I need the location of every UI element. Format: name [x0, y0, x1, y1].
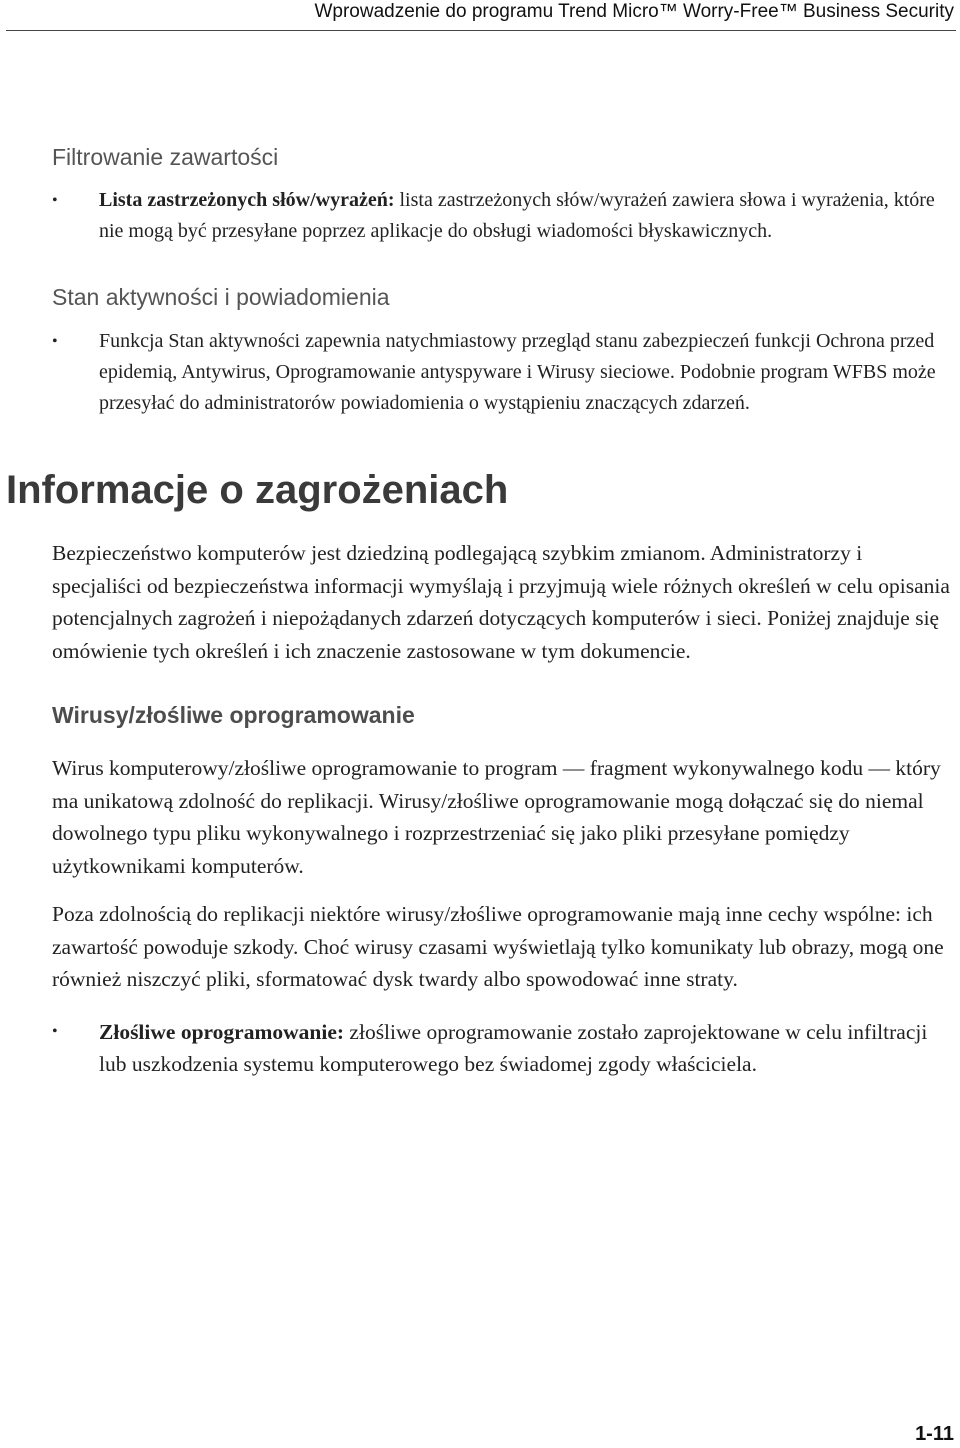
bullet-text: lista zastrzeżonych słów/wyrażeń zawiera słowa i wyrażenia, które nie mogą być przesyłane poprzez aplikacje do obsługi wiadomości błyskawicznych. [99, 189, 935, 242]
bullet-lead: Złośliwe oprogramowanie: [99, 1019, 345, 1044]
header-divider [6, 30, 956, 31]
heading-threat-info: Informacje o zagrożeniach [6, 468, 509, 512]
bullet-icon: • [52, 1022, 58, 1040]
running-header-title: Wprowadzenie do programu Trend Micro™ Worry-Free™ Business Security [314, 1, 954, 22]
heading-malware: Wirusy/złośliwe oprogramowanie [52, 702, 415, 728]
bullet-activity-status [52, 326, 948, 419]
paragraph-malware-1: Wirus komputerowy/złośliwe oprogramowanie to program — fragment wykonywalnego kodu — który ma unikatową zdolność do replikacji. Wirusy/złośliwe oprogramowanie mogą dołączać się do niemal dowolnego typu pliku wykonywalnego i rozprzestrzeniać się jako pliki przesyłane pomiędzy użytkownikami komputerów. [52, 756, 941, 878]
page-number: 1-11 [915, 1423, 954, 1445]
paragraph-malware-2: Poza zdolnością do replikacji niektóre wirusy/złośliwe oprogramowanie mają inne cechy wspólne: ich zawartość powoduje szkody. Choć wirusy czasami wyświetlają tylko komunikaty lub obrazy, mogą one również niszczyć pliki, sformatować dysk twardy albo spowodować inne straty. [52, 902, 944, 991]
bullet-text: złośliwe oprogramowanie zostało zaprojektowane w celu infiltracji lub uszkodzenia systemu komputerowego bez świadomej zgody właściciela. [99, 1019, 928, 1076]
paragraph-threat-info: Bezpieczeństwo komputerów jest dziedziną podlegającą szybkim zmianom. Administratorzy i specjaliści od bezpieczeństwa informacji wymyślają i przyjmują wiele różnych określeń w celu opisania potencjalnych zagrożeń i niepożądanych zdarzeń dotyczących komputerów i sieci. Poniżej znajduje się omówienie tych określeń i ich znaczenie zastosowane w tym dokumencie. [52, 541, 950, 663]
heading-activity-status: Stan aktywności i powiadomienia [52, 284, 390, 310]
bullet-restricted-words [52, 185, 948, 247]
heading-content-filtering: Filtrowanie zawartości [52, 144, 279, 170]
page-content [0, 142, 960, 1080]
bullet-icon: • [52, 192, 58, 209]
bullet-icon: • [52, 333, 58, 350]
bullet-lead: Lista zastrzeżonych słów/wyrażeń: [99, 189, 395, 211]
bullet-malware [52, 1016, 948, 1080]
bullet-text: Funkcja Stan aktywności zapewnia natychmiastowy przegląd stanu zabezpieczeń funkcji Ochrona przed epidemią, Antywirus, Oprogramowanie antyspyware i Wirusy sieciowe. Podobnie program WFBS może przesyłać do administratorów powiadomienia o wystąpieniu znaczących zdarzeń. [99, 330, 936, 414]
